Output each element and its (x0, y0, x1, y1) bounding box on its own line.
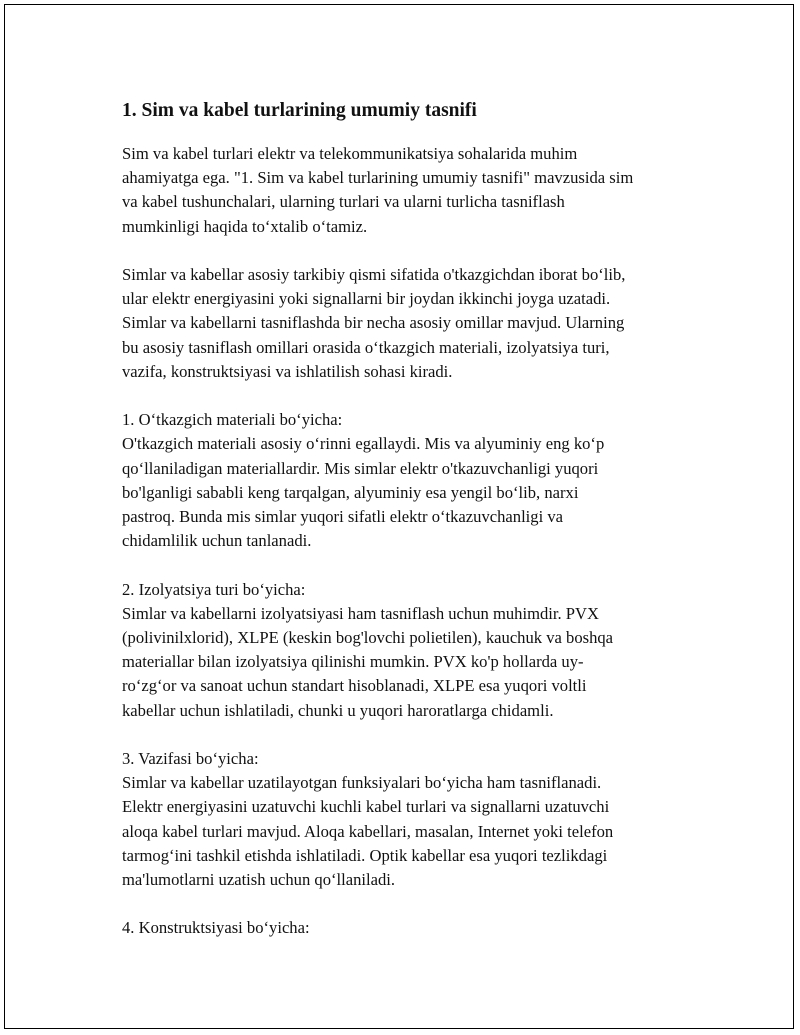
document-content (122, 98, 712, 941)
section-heading: 3. Vazifasi bo‘yicha: (122, 749, 259, 769)
section-text: O'tkazgich materiali asosiy o‘rinni egallaydi. Mis va alyuminiy eng ko‘p qo‘llaniladigan materiallardir. Mis simlar elektr o'tkazuvchanligi yuqori bo'lganligi sababli keng tarqalgan, alyuminiy esa yengil bo‘lib, narxi pastroq. Bunda mis simlar yuqori sifatli elektr o‘tkazuvchanligi va chidamlilik uchun tanlanadi. (122, 434, 605, 551)
section-construction (122, 916, 712, 940)
overview-paragraph: Simlar va kabellar asosiy tarkibiy qismi sifatida o'tkazgichdan iborat bo‘lib, ular elektr energiyasini yoki signallarni bir joydan ikkinchi joyga uzatadi. Simlar va kabellarni tasniflashda bir necha asosiy omillar mavjud. Ularning bu asosiy tasniflash omillari orasida o‘tkazgich materiali, izolyatsiya turi, vazifa, konstruktsiyasi va ishlatilish sohasi kiradi. (122, 265, 626, 381)
document-title: 1. Sim va kabel turlarining umumiy tasnifi (122, 100, 477, 121)
intro-paragraph: Sim va kabel turlari elektr va telekommunikatsiya sohalarida muhim ahamiyatga ega. "1. Sim va kabel turlarining umumiy tasnifi" mavzusida sim va kabel tushunchalari, ularning turlari va ularni turlicha tasniflash mumkinligi haqida to‘xtalib o‘tamiz. (122, 144, 634, 236)
section-conductor-material (122, 408, 712, 553)
section-function (122, 747, 712, 892)
section-text: Simlar va kabellar uzatilayotgan funksiyalari bo‘yicha ham tasniflanadi. Elektr energiyasini uzatuvchi kuchli kabel turlari va signallarni uzatuvchi aloqa kabel turlari mavjud. Aloqa kabellari, masalan, Internet yoki telefon tarmog‘ini tashkil etishda ishlatiladi. Optik kabellar esa yuqori tezlikdagi ma'lumotlarni uzatish uchun qo‘llaniladi. (122, 773, 614, 890)
page-frame (4, 4, 794, 1029)
section-insulation-type (122, 578, 712, 723)
section-heading: 4. Konstruktsiyasi bo‘yicha: (122, 918, 310, 938)
section-heading: 1. O‘tkazgich materiali bo‘yicha: (122, 410, 343, 430)
section-heading: 2. Izolyatsiya turi bo‘yicha: (122, 579, 306, 599)
section-text: Simlar va kabellarni izolyatsiyasi ham tasniflash uchun muhimdir. PVX (polivinilxlorid), XLPE (keskin bog'lovchi polietilen), kauchuk va boshqa materiallar bilan izolyatsiya qilinishi mumkin. PVX ko'p hollarda uy- ro‘zg‘or va sanoat uchun standart hisoblanadi, XLPE esa yuqori voltli kabellar uchun ishlatiladi, chunki u yuqori haroratlarga chidamli. (122, 603, 614, 720)
